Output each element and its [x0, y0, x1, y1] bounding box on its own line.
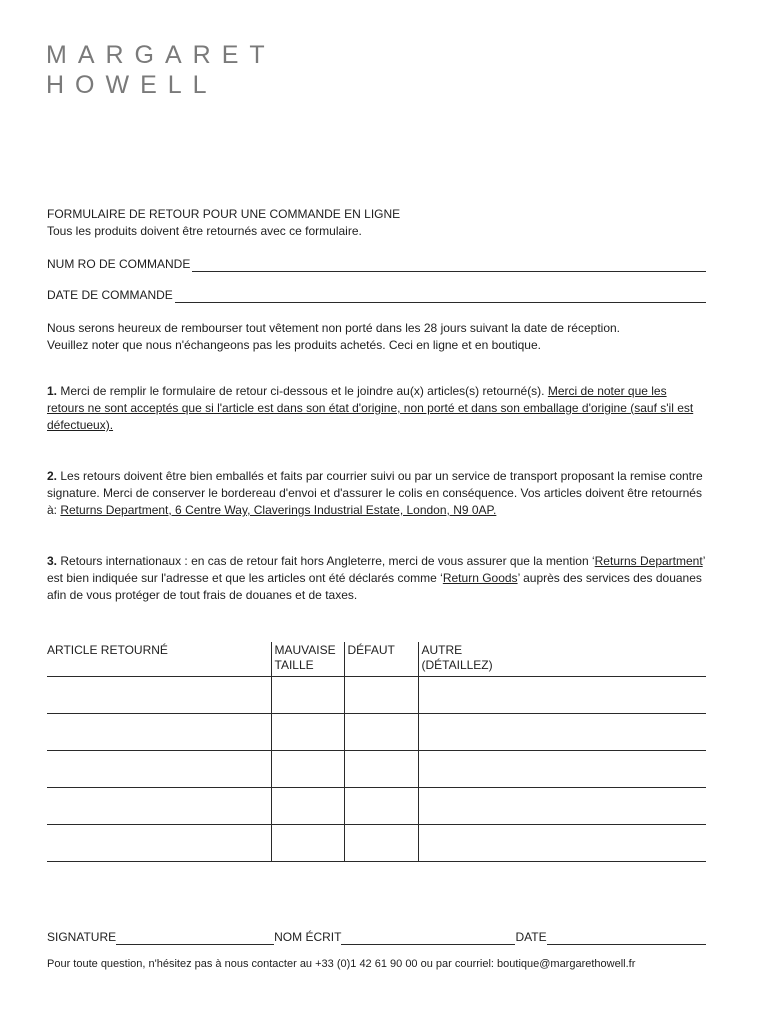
form-title: FORMULAIRE DE RETOUR POUR UNE COMMANDE EN LIGNE: [47, 207, 401, 221]
date-label: DATE: [515, 930, 547, 944]
article-cell[interactable]: [47, 825, 271, 862]
table-header-row: [47, 642, 706, 677]
brand-logo: [46, 40, 276, 100]
wrong-size-cell[interactable]: [271, 788, 344, 825]
order-number-label: NUM RO DE COMMANDE: [47, 257, 191, 271]
contact-info: Pour toute question, n'hésitez pas à nous contacter au +33 (0)1 42 61 90 00 ou par courriel: boutique@margarethowell.fr: [47, 958, 636, 970]
instruction-1-text: Merci de remplir le formulaire de retour ci-dessous et le joindre au(x) articles(s) retourné(s).: [57, 384, 548, 398]
article-cell[interactable]: [47, 714, 271, 751]
header-other: [418, 642, 706, 677]
defect-cell[interactable]: [344, 788, 418, 825]
instruction-2-number: 2.: [47, 469, 58, 483]
header-other-line-1: AUTRE: [421, 643, 463, 657]
order-date-line[interactable]: [175, 289, 706, 303]
printed-name-line[interactable]: [341, 931, 515, 945]
header-article: [47, 642, 271, 677]
instruction-1-condition-note: Merci de noter que les retours ne sont acceptés que si l'article est dans son état d'origine, non porté et dans son emballage d'origine (sauf s'il est défectueux).: [47, 384, 694, 432]
defect-cell[interactable]: [344, 751, 418, 788]
table-row: [47, 751, 706, 788]
wrong-size-cell[interactable]: [271, 714, 344, 751]
instruction-3-text-c: ’ auprès des services des douanes afin de vous protéger de tout frais de douanes et de taxes.: [47, 571, 702, 602]
signature-row: [47, 930, 706, 945]
instruction-2: [47, 468, 706, 519]
table-row: [47, 788, 706, 825]
defect-cell[interactable]: [344, 677, 418, 714]
article-cell[interactable]: [47, 788, 271, 825]
order-number-line[interactable]: [192, 258, 706, 272]
returns-department-term: Returns Department: [594, 554, 703, 568]
instruction-2-text: Les retours doivent être bien emballés et faits par courrier suivi ou par un service de transport proposant la remise contre signature. Merci de conserver le bordereau d'envoi et d'assurer le colis en conséquence. Vos articles doivent être retournés à:: [47, 469, 703, 517]
header-defect-label: DÉFAUT: [347, 643, 395, 657]
intro-paragraph: [47, 320, 706, 354]
brand-line-2: HOWELL: [46, 71, 218, 99]
header-wrong-size-line-2: TAILLE: [274, 658, 314, 672]
date-line[interactable]: [547, 931, 706, 945]
form-heading: [47, 206, 706, 240]
other-cell[interactable]: [418, 788, 706, 825]
intro-line-2: Veuillez noter que nous n'échangeons pas les produits achetés. Ceci en ligne et en boutique.: [47, 338, 541, 352]
brand-line-1: MARGARET: [46, 41, 276, 69]
table-row: [47, 714, 706, 751]
returned-items-table: [47, 642, 706, 862]
header-article-label: ARTICLE RETOURNÉ: [47, 643, 168, 657]
other-cell[interactable]: [418, 825, 706, 862]
header-wrong-size-line-1: MAUVAISE: [274, 643, 336, 657]
signature-label: SIGNATURE: [47, 930, 117, 944]
article-cell[interactable]: [47, 677, 271, 714]
other-cell[interactable]: [418, 714, 706, 751]
defect-cell[interactable]: [344, 714, 418, 751]
instruction-3-text-a: Retours internationaux : en cas de retour fait hors Angleterre, merci de vous assurer que la mention ‘: [57, 554, 595, 568]
header-other-line-2: (DÉTAILLEZ): [421, 658, 493, 672]
other-cell[interactable]: [418, 677, 706, 714]
table-row: [47, 825, 706, 862]
order-date-field[interactable]: [47, 288, 706, 303]
instruction-1-number: 1.: [47, 384, 58, 398]
return-goods-term: Return Goods: [442, 571, 518, 585]
header-defect: [344, 642, 418, 677]
header-wrong-size: [271, 642, 344, 677]
intro-line-1: Nous serons heureux de rembourser tout vêtement non porté dans les 28 jours suivant la date de réception.: [47, 321, 621, 335]
return-address: Returns Department, 6 Centre Way, Claverings Industrial Estate, London, N9 0AP.: [60, 503, 497, 517]
printed-name-label: NOM ÉCRIT: [274, 930, 342, 944]
instruction-1: [47, 383, 706, 434]
defect-cell[interactable]: [344, 825, 418, 862]
instruction-3: [47, 553, 706, 604]
article-cell[interactable]: [47, 751, 271, 788]
order-date-label: DATE DE COMMANDE: [47, 288, 173, 302]
signature-line[interactable]: [116, 931, 274, 945]
wrong-size-cell[interactable]: [271, 751, 344, 788]
table-row: [47, 677, 706, 714]
other-cell[interactable]: [418, 751, 706, 788]
form-subtitle: Tous les produits doivent être retournés avec ce formulaire.: [47, 224, 362, 238]
order-number-field[interactable]: [47, 257, 706, 272]
wrong-size-cell[interactable]: [271, 825, 344, 862]
instruction-3-text-b: ’ est bien indiquée sur l'adresse et que les articles ont été déclarés comme ‘: [47, 554, 705, 585]
instruction-3-number: 3.: [47, 554, 58, 568]
wrong-size-cell[interactable]: [271, 677, 344, 714]
